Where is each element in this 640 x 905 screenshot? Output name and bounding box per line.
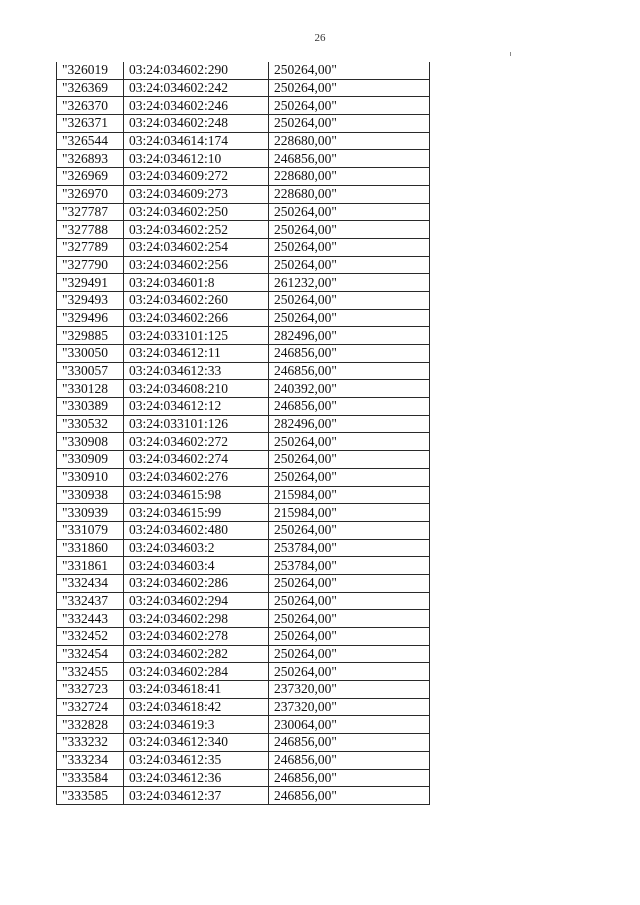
cadastral-value-cell: 250264,00" [269, 433, 430, 451]
cadastral-number-cell: 03:24:034602:246 [124, 97, 269, 115]
record-number-cell: "330050 [57, 345, 124, 363]
table-row [57, 380, 430, 398]
record-number-cell: "330057 [57, 362, 124, 380]
record-number-cell: "329885 [57, 327, 124, 345]
table-row [57, 468, 430, 486]
table-row [57, 309, 430, 327]
record-number-cell: "326019 [57, 62, 124, 79]
cadastral-value-cell: 250264,00" [269, 115, 430, 133]
cadastral-number-cell: 03:24:034602:256 [124, 256, 269, 274]
record-number-cell: "330910 [57, 468, 124, 486]
cadastral-value-cell: 250264,00" [269, 62, 430, 79]
table-row [57, 168, 430, 186]
table-row [57, 628, 430, 646]
cadastral-number-cell: 03:24:034602:248 [124, 115, 269, 133]
cadastral-number-cell: 03:24:034602:242 [124, 79, 269, 97]
record-number-cell: "326969 [57, 168, 124, 186]
record-number-cell: "330532 [57, 415, 124, 433]
record-number-cell: "330939 [57, 504, 124, 522]
table-row [57, 486, 430, 504]
cadastral-value-cell: 250264,00" [269, 645, 430, 663]
table-body [57, 62, 430, 804]
cadastral-value-cell: 250264,00" [269, 309, 430, 327]
table-row [57, 698, 430, 716]
cadastral-value-cell: 246856,00" [269, 150, 430, 168]
table-row [57, 751, 430, 769]
record-number-cell: "331860 [57, 539, 124, 557]
cadastral-value-cell: 250264,00" [269, 592, 430, 610]
table-row [57, 433, 430, 451]
record-number-cell: "327789 [57, 238, 124, 256]
table-row [57, 734, 430, 752]
record-number-cell: "326893 [57, 150, 124, 168]
record-number-cell: "333585 [57, 787, 124, 805]
cadastral-value-cell: 215984,00" [269, 504, 430, 522]
cadastral-number-cell: 03:24:034602:284 [124, 663, 269, 681]
cadastral-number-cell: 03:24:034603:2 [124, 539, 269, 557]
table-row [57, 327, 430, 345]
record-number-cell: "333234 [57, 751, 124, 769]
cadastral-value-cell: 228680,00" [269, 185, 430, 203]
record-number-cell: "326544 [57, 132, 124, 150]
record-number-cell: "330389 [57, 398, 124, 416]
cadastral-value-cell: 253784,00" [269, 557, 430, 575]
table-row [57, 787, 430, 805]
cadastral-number-cell: 03:24:034612:11 [124, 345, 269, 363]
cadastral-number-cell: 03:24:034602:260 [124, 291, 269, 309]
cadastral-value-cell: 250264,00" [269, 291, 430, 309]
cadastral-number-cell: 03:24:034619:3 [124, 716, 269, 734]
table-row [57, 716, 430, 734]
record-number-cell: "329491 [57, 274, 124, 292]
cadastral-number-cell: 03:24:033101:126 [124, 415, 269, 433]
table-row [57, 398, 430, 416]
table-row [57, 539, 430, 557]
table-row [57, 521, 430, 539]
cadastral-number-cell: 03:24:034614:174 [124, 132, 269, 150]
record-number-cell: "332454 [57, 645, 124, 663]
record-number-cell: "332455 [57, 663, 124, 681]
table-row [57, 79, 430, 97]
cadastral-number-cell: 03:24:034602:276 [124, 468, 269, 486]
cadastral-number-cell: 03:24:034602:250 [124, 203, 269, 221]
cadastral-value-cell: 230064,00" [269, 716, 430, 734]
table-row [57, 645, 430, 663]
table-row [57, 256, 430, 274]
cadastral-number-cell: 03:24:034602:274 [124, 451, 269, 469]
cadastral-value-table [56, 62, 430, 805]
cadastral-number-cell: 03:24:034602:272 [124, 433, 269, 451]
cadastral-value-cell: 246856,00" [269, 787, 430, 805]
cadastral-number-cell: 03:24:033101:125 [124, 327, 269, 345]
table-row [57, 362, 430, 380]
record-number-cell: "326970 [57, 185, 124, 203]
cadastral-value-cell: 240392,00" [269, 380, 430, 398]
table-row [57, 132, 430, 150]
table-row [57, 769, 430, 787]
record-number-cell: "326371 [57, 115, 124, 133]
record-number-cell: "329493 [57, 291, 124, 309]
cadastral-value-cell: 246856,00" [269, 398, 430, 416]
table-row [57, 415, 430, 433]
record-number-cell: "327787 [57, 203, 124, 221]
table-row [57, 274, 430, 292]
cadastral-number-cell: 03:24:034608:210 [124, 380, 269, 398]
cadastral-number-cell: 03:24:034602:294 [124, 592, 269, 610]
table-row [57, 150, 430, 168]
cadastral-number-cell: 03:24:034603:4 [124, 557, 269, 575]
cadastral-number-cell: 03:24:034601:8 [124, 274, 269, 292]
cadastral-value-cell: 250264,00" [269, 238, 430, 256]
table-row [57, 610, 430, 628]
table-row [57, 663, 430, 681]
cadastral-value-cell: 250264,00" [269, 221, 430, 239]
cadastral-number-cell: 03:24:034609:273 [124, 185, 269, 203]
table-row [57, 115, 430, 133]
table-row [57, 574, 430, 592]
record-number-cell: "330938 [57, 486, 124, 504]
table-row [57, 238, 430, 256]
cadastral-value-cell: 246856,00" [269, 734, 430, 752]
cadastral-number-cell: 03:24:034612:33 [124, 362, 269, 380]
cadastral-value-cell: 246856,00" [269, 345, 430, 363]
table-row [57, 345, 430, 363]
cadastral-number-cell: 03:24:034612:340 [124, 734, 269, 752]
cadastral-value-cell: 282496,00" [269, 327, 430, 345]
cadastral-value-cell: 237320,00" [269, 698, 430, 716]
record-number-cell: "332724 [57, 698, 124, 716]
cadastral-number-cell: 03:24:034602:480 [124, 521, 269, 539]
scan-artifact-mark [510, 52, 511, 56]
cadastral-value-cell: 250264,00" [269, 521, 430, 539]
table-row [57, 291, 430, 309]
record-number-cell: "333232 [57, 734, 124, 752]
cadastral-number-cell: 03:24:034602:290 [124, 62, 269, 79]
cadastral-number-cell: 03:24:034612:36 [124, 769, 269, 787]
cadastral-value-cell: 250264,00" [269, 97, 430, 115]
record-number-cell: "332437 [57, 592, 124, 610]
cadastral-value-cell: 237320,00" [269, 681, 430, 699]
cadastral-number-cell: 03:24:034612:12 [124, 398, 269, 416]
table-row [57, 62, 430, 79]
record-number-cell: "330908 [57, 433, 124, 451]
cadastral-value-cell: 246856,00" [269, 751, 430, 769]
cadastral-value-cell: 250264,00" [269, 256, 430, 274]
cadastral-value-cell: 250264,00" [269, 203, 430, 221]
record-number-cell: "332828 [57, 716, 124, 734]
cadastral-value-cell: 215984,00" [269, 486, 430, 504]
cadastral-number-cell: 03:24:034615:98 [124, 486, 269, 504]
cadastral-value-cell: 253784,00" [269, 539, 430, 557]
record-number-cell: "332443 [57, 610, 124, 628]
record-number-cell: "326369 [57, 79, 124, 97]
cadastral-number-cell: 03:24:034602:266 [124, 309, 269, 327]
cadastral-number-cell: 03:24:034618:41 [124, 681, 269, 699]
cadastral-number-cell: 03:24:034609:272 [124, 168, 269, 186]
table-row [57, 681, 430, 699]
record-number-cell: "331861 [57, 557, 124, 575]
record-number-cell: "330128 [57, 380, 124, 398]
cadastral-value-cell: 228680,00" [269, 168, 430, 186]
table-row [57, 451, 430, 469]
cadastral-number-cell: 03:24:034602:254 [124, 238, 269, 256]
record-number-cell: "332723 [57, 681, 124, 699]
cadastral-number-cell: 03:24:034618:42 [124, 698, 269, 716]
cadastral-number-cell: 03:24:034602:298 [124, 610, 269, 628]
cadastral-value-cell: 250264,00" [269, 663, 430, 681]
cadastral-value-cell: 250264,00" [269, 79, 430, 97]
cadastral-number-cell: 03:24:034602:286 [124, 574, 269, 592]
cadastral-number-cell: 03:24:034612:35 [124, 751, 269, 769]
cadastral-value-cell: 282496,00" [269, 415, 430, 433]
cadastral-number-cell: 03:24:034602:278 [124, 628, 269, 646]
cadastral-number-cell: 03:24:034602:252 [124, 221, 269, 239]
page-number: 26 [314, 32, 326, 44]
cadastral-value-cell: 250264,00" [269, 468, 430, 486]
table-row [57, 203, 430, 221]
record-number-cell: "327788 [57, 221, 124, 239]
table-row [57, 504, 430, 522]
cadastral-number-cell: 03:24:034615:99 [124, 504, 269, 522]
cadastral-number-cell: 03:24:034602:282 [124, 645, 269, 663]
cadastral-value-cell: 261232,00" [269, 274, 430, 292]
table-row [57, 592, 430, 610]
table-row [57, 557, 430, 575]
record-number-cell: "327790 [57, 256, 124, 274]
record-number-cell: "332434 [57, 574, 124, 592]
table-row [57, 221, 430, 239]
cadastral-value-cell: 246856,00" [269, 769, 430, 787]
record-number-cell: "333584 [57, 769, 124, 787]
cadastral-number-cell: 03:24:034612:37 [124, 787, 269, 805]
record-number-cell: "331079 [57, 521, 124, 539]
cadastral-number-cell: 03:24:034612:10 [124, 150, 269, 168]
record-number-cell: "330909 [57, 451, 124, 469]
record-number-cell: "332452 [57, 628, 124, 646]
cadastral-value-cell: 246856,00" [269, 362, 430, 380]
cadastral-value-cell: 250264,00" [269, 610, 430, 628]
cadastral-value-cell: 250264,00" [269, 574, 430, 592]
cadastral-value-cell: 228680,00" [269, 132, 430, 150]
table-row [57, 185, 430, 203]
cadastral-value-cell: 250264,00" [269, 628, 430, 646]
record-number-cell: "326370 [57, 97, 124, 115]
table-row [57, 97, 430, 115]
cadastral-value-cell: 250264,00" [269, 451, 430, 469]
record-number-cell: "329496 [57, 309, 124, 327]
